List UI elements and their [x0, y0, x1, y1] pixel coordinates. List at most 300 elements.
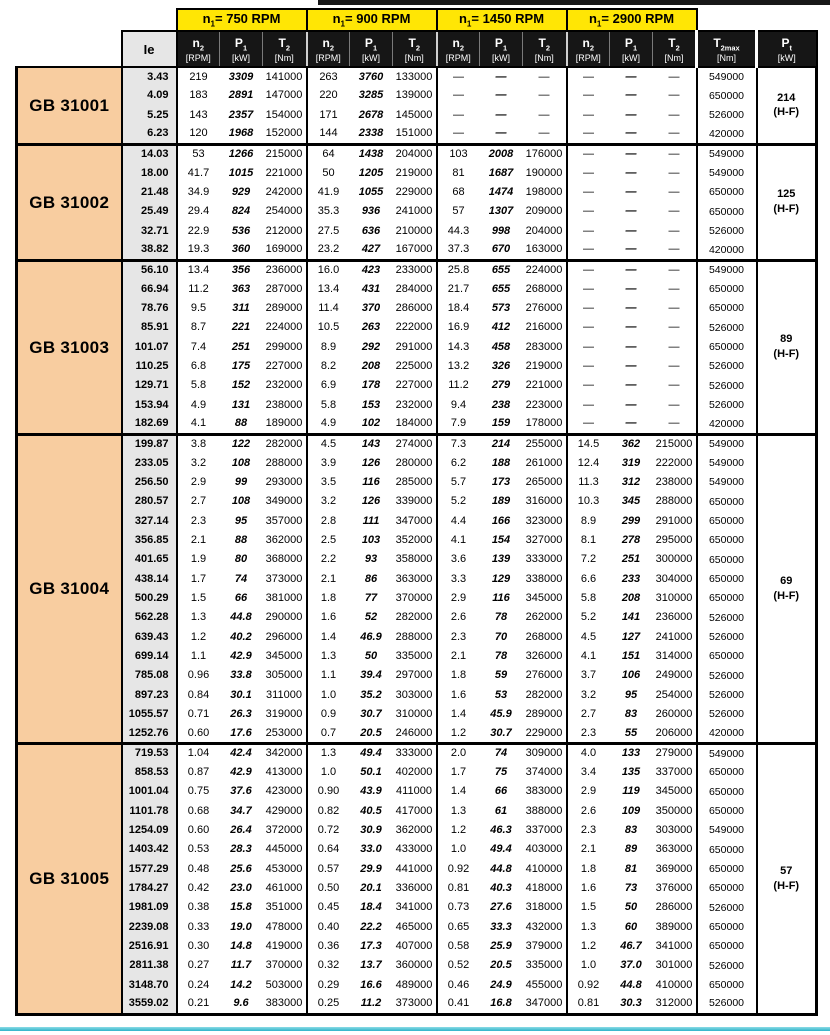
n2-cell: —: [567, 299, 610, 318]
p1-cell: 42.9: [220, 647, 263, 666]
gear-ratio-cell: 182.69: [122, 415, 177, 434]
n2-cell: 263: [307, 67, 350, 86]
p1-cell: 44.8: [610, 975, 653, 994]
n2-cell: 0.38: [177, 898, 220, 917]
p1-cell: 16.6: [350, 975, 393, 994]
n2-cell: 0.36: [307, 937, 350, 956]
n2-cell: 0.71: [177, 705, 220, 724]
p1-cell: 50: [610, 898, 653, 917]
n2-cell: 1.0: [567, 956, 610, 975]
n2-cell: 3.2: [177, 454, 220, 473]
p1-cell: 127: [610, 628, 653, 647]
n2-cell: 11.2: [437, 376, 480, 395]
n2-cell: 64: [307, 144, 350, 163]
t2-cell: 249000: [653, 666, 697, 685]
n2-cell: 2.1: [437, 647, 480, 666]
p1-cell: 49.4: [350, 743, 393, 762]
p1-cell: 26.3: [220, 705, 263, 724]
p1-cell: 188: [480, 454, 523, 473]
p1-cell: —: [610, 222, 653, 241]
t2-cell: 260000: [653, 705, 697, 724]
t2-cell: 295000: [653, 531, 697, 550]
t2-cell: 432000: [523, 917, 567, 936]
n2-cell: 0.92: [437, 859, 480, 878]
p1-cell: 9.6: [220, 995, 263, 1014]
gear-ratio-cell: 897.23: [122, 686, 177, 705]
n2-cell: 1.3: [307, 743, 350, 762]
p1-cell: 22.2: [350, 917, 393, 936]
t2-cell: 453000: [263, 859, 307, 878]
n2-cell: 171: [307, 106, 350, 125]
n2-cell: 11.2: [177, 280, 220, 299]
n2-cell: 0.45: [307, 898, 350, 917]
t2-cell: 204000: [523, 222, 567, 241]
gear-ratio-cell: 66.94: [122, 280, 177, 299]
n2-cell: 2.0: [437, 743, 480, 762]
n2-cell: 1.3: [177, 608, 220, 627]
t2-cell: 311000: [263, 686, 307, 705]
t2-cell: 305000: [263, 666, 307, 685]
n2-cell: 0.25: [307, 995, 350, 1014]
pt-rating-cell: [757, 144, 817, 260]
n2-cell: 1.4: [437, 705, 480, 724]
t2-cell: 198000: [523, 183, 567, 202]
n2-cell: 4.1: [567, 647, 610, 666]
p1-cell: 427: [350, 241, 393, 260]
n2-cell: 8.9: [307, 338, 350, 357]
t2-cell: 419000: [263, 937, 307, 956]
p1-cell: 88: [220, 415, 263, 434]
t2-cell: 238000: [263, 396, 307, 415]
t2-cell: —: [653, 106, 697, 125]
p1-cell: —: [610, 338, 653, 357]
n2-cell: 2.1: [567, 840, 610, 859]
n2-cell: 2.6: [567, 801, 610, 820]
t2-cell: 224000: [523, 260, 567, 279]
p1-cell: 2338: [350, 125, 393, 144]
n2-cell: 1.2: [567, 937, 610, 956]
n2-cell: 2.1: [177, 531, 220, 550]
t2-cell: 232000: [393, 396, 437, 415]
p1-cell: 824: [220, 202, 263, 221]
n2-cell: 1.8: [437, 666, 480, 685]
t2max-cell: 526000: [697, 318, 757, 337]
p1-cell: 106: [610, 666, 653, 685]
t2-cell: —: [523, 86, 567, 105]
p1-cell: 1205: [350, 164, 393, 183]
n2-cell: —: [567, 241, 610, 260]
p1-cell: 251: [610, 550, 653, 569]
n2-cell: —: [567, 415, 610, 434]
n2-cell: 0.46: [437, 975, 480, 994]
p1-cell: 178: [350, 376, 393, 395]
t2-cell: 347000: [523, 995, 567, 1014]
t2max-cell: 526000: [697, 686, 757, 705]
gear-ratio-cell: 233.05: [122, 454, 177, 473]
p1-cell: 14.2: [220, 975, 263, 994]
p1-cell: 30.1: [220, 686, 263, 705]
n2-cell: 1.5: [567, 898, 610, 917]
gear-ratio-cell: 1055.57: [122, 705, 177, 724]
gear-ratio-cell: 1252.76: [122, 724, 177, 743]
p1-cell: 108: [220, 454, 263, 473]
n2-cell: 0.60: [177, 821, 220, 840]
p1-cell: 27.6: [480, 898, 523, 917]
n2-cell: 1.7: [437, 763, 480, 782]
t2-cell: 337000: [523, 821, 567, 840]
t2-cell: 410000: [653, 975, 697, 994]
t2-cell: 318000: [523, 898, 567, 917]
model-label: GB 31003: [17, 260, 122, 434]
p1-cell: 44.8: [480, 859, 523, 878]
p1-cell: —: [610, 67, 653, 86]
t2-cell: 417000: [393, 801, 437, 820]
n2-cell: 29.4: [177, 202, 220, 221]
p1-cell: 360: [220, 241, 263, 260]
t2-cell: 229000: [393, 183, 437, 202]
p1-cell: 143: [350, 434, 393, 453]
t2-cell: 210000: [393, 222, 437, 241]
n2-cell: 11.3: [567, 473, 610, 492]
p1-cell: 998: [480, 222, 523, 241]
model-label: GB 31001: [17, 67, 122, 144]
n2-cell: 25.8: [437, 260, 480, 279]
n2-cell: 10.3: [567, 492, 610, 511]
t2-cell: 333000: [393, 743, 437, 762]
t2max-cell: 526000: [697, 396, 757, 415]
ratio-column-header: Ie: [122, 31, 177, 67]
p1-cell: 173: [480, 473, 523, 492]
n2-cell: 1.0: [437, 840, 480, 859]
speed-header-1450rpm: $n_1= 1450$ RPM: [437, 9, 567, 31]
t2-cell: 304000: [653, 570, 697, 589]
gear-ratings-table: [15, 8, 818, 1016]
t2-cell: 236000: [263, 260, 307, 279]
t2-cell: 219000: [523, 357, 567, 376]
p1-cell: 75: [480, 763, 523, 782]
t2-cell: 323000: [523, 512, 567, 531]
p1-cell: 175: [220, 357, 263, 376]
pt-note: (H-F): [773, 106, 800, 119]
gear-ratio-cell: 356.85: [122, 531, 177, 550]
n2-cell: 1.6: [437, 686, 480, 705]
n2-cell: 13.2: [437, 357, 480, 376]
t2max-column-header: $T_{2max}$ [Nm]: [697, 31, 757, 67]
t2-cell: 389000: [653, 917, 697, 936]
p1-cell: 311: [220, 299, 263, 318]
n2-cell: 0.81: [437, 879, 480, 898]
p1-cell: 655: [480, 280, 523, 299]
t2-cell: —: [653, 202, 697, 221]
t2-cell: 291000: [393, 338, 437, 357]
p1-cell: 30.3: [610, 995, 653, 1014]
t2-cell: 296000: [263, 628, 307, 647]
p1-column-header: $P_1$ [kW]: [610, 31, 653, 67]
t2-cell: 345000: [263, 647, 307, 666]
n2-cell: 0.84: [177, 686, 220, 705]
t2max-cell: 526000: [697, 608, 757, 627]
t2-cell: —: [653, 67, 697, 86]
p1-cell: 43.9: [350, 782, 393, 801]
t2-cell: 229000: [523, 724, 567, 743]
t2-cell: 403000: [523, 840, 567, 859]
gear-ratio-cell: 699.14: [122, 647, 177, 666]
header-spacer-left: [17, 9, 177, 31]
t2-cell: 503000: [263, 975, 307, 994]
n2-cell: 23.2: [307, 241, 350, 260]
n2-cell: 11.4: [307, 299, 350, 318]
t2max-cell: 526000: [697, 222, 757, 241]
n2-cell: 0.52: [437, 956, 480, 975]
n2-cell: 2.1: [307, 570, 350, 589]
p1-cell: —: [610, 164, 653, 183]
n2-cell: 4.9: [177, 396, 220, 415]
t2-cell: 465000: [393, 917, 437, 936]
p1-cell: 24.9: [480, 975, 523, 994]
p1-cell: 30.7: [480, 724, 523, 743]
t2max-cell: 526000: [697, 995, 757, 1014]
n2-cell: 0.68: [177, 801, 220, 820]
p1-cell: 89: [610, 840, 653, 859]
t2max-cell: 650000: [697, 782, 757, 801]
t2max-cell: 650000: [697, 763, 757, 782]
n2-cell: 0.72: [307, 821, 350, 840]
t2-cell: 312000: [653, 995, 697, 1014]
p1-cell: 214: [480, 434, 523, 453]
t2-cell: 276000: [523, 666, 567, 685]
t2-cell: —: [653, 280, 697, 299]
n2-cell: 0.58: [437, 937, 480, 956]
p1-cell: 3309: [220, 67, 263, 86]
p1-cell: 126: [350, 454, 393, 473]
gear-ratio-cell: 21.48: [122, 183, 177, 202]
gear-ratio-cell: 327.14: [122, 512, 177, 531]
gear-ratio-cell: 78.76: [122, 299, 177, 318]
t2-cell: 370000: [393, 589, 437, 608]
p1-cell: —: [610, 357, 653, 376]
n2-cell: 4.9: [307, 415, 350, 434]
n2-cell: 0.50: [307, 879, 350, 898]
p1-cell: 39.4: [350, 666, 393, 685]
t2-cell: 301000: [653, 956, 697, 975]
n2-column-header: $n_2$ [RPM]: [307, 31, 350, 67]
p1-cell: 159: [480, 415, 523, 434]
p1-cell: 326: [480, 357, 523, 376]
p1-cell: —: [480, 106, 523, 125]
t2-cell: 241000: [653, 628, 697, 647]
pt-rating-cell: [757, 260, 817, 434]
t2-cell: 152000: [263, 125, 307, 144]
n2-cell: 12.4: [567, 454, 610, 473]
t2-cell: 254000: [263, 202, 307, 221]
p1-column-header: $P_1$ [kW]: [350, 31, 393, 67]
t2max-cell: 650000: [697, 183, 757, 202]
p1-cell: —: [480, 125, 523, 144]
p1-cell: 77: [350, 589, 393, 608]
p1-cell: 103: [350, 531, 393, 550]
t2-cell: 319000: [263, 705, 307, 724]
t2-cell: 363000: [393, 570, 437, 589]
n2-cell: 219: [177, 67, 220, 86]
p1-cell: 30.7: [350, 705, 393, 724]
n2-cell: 0.32: [307, 956, 350, 975]
p1-cell: 2357: [220, 106, 263, 125]
t2max-cell: 526000: [697, 106, 757, 125]
t2-cell: 176000: [523, 144, 567, 163]
n2-cell: 5.7: [437, 473, 480, 492]
gear-ratio-cell: 129.71: [122, 376, 177, 395]
gear-ratio-cell: 85.91: [122, 318, 177, 337]
t2-cell: 262000: [523, 608, 567, 627]
t2max-cell: 526000: [697, 628, 757, 647]
n2-cell: 4.1: [177, 415, 220, 434]
p1-cell: 319: [610, 454, 653, 473]
t2-cell: 190000: [523, 164, 567, 183]
t2-cell: 286000: [653, 898, 697, 917]
t2-cell: 358000: [393, 550, 437, 569]
p1-cell: 153: [350, 396, 393, 415]
n2-cell: —: [567, 357, 610, 376]
p1-cell: 86: [350, 570, 393, 589]
p1-cell: 263: [350, 318, 393, 337]
n2-cell: 220: [307, 86, 350, 105]
n2-cell: —: [567, 125, 610, 144]
t2-cell: 283000: [523, 338, 567, 357]
n2-cell: —: [567, 202, 610, 221]
p1-cell: 95: [220, 512, 263, 531]
n2-cell: 6.8: [177, 357, 220, 376]
gear-ratio-cell: 1981.09: [122, 898, 177, 917]
n2-cell: 0.87: [177, 763, 220, 782]
t2-cell: 297000: [393, 666, 437, 685]
t2-cell: 336000: [393, 879, 437, 898]
n2-cell: 9.4: [437, 396, 480, 415]
p1-cell: 208: [350, 357, 393, 376]
t2-cell: 326000: [523, 647, 567, 666]
n2-cell: —: [567, 222, 610, 241]
t2-cell: 455000: [523, 975, 567, 994]
n2-cell: 0.57: [307, 859, 350, 878]
t2-cell: 209000: [523, 202, 567, 221]
t2-cell: 345000: [653, 782, 697, 801]
p1-cell: 1015: [220, 164, 263, 183]
p1-cell: 20.1: [350, 879, 393, 898]
n2-column-header: $n_2$ [RPM]: [567, 31, 610, 67]
n2-cell: 22.9: [177, 222, 220, 241]
t2-cell: 246000: [393, 724, 437, 743]
n2-cell: 7.2: [567, 550, 610, 569]
t2-cell: —: [653, 222, 697, 241]
p1-cell: 42.9: [220, 763, 263, 782]
t2max-cell: 549000: [697, 473, 757, 492]
t2-cell: 388000: [523, 801, 567, 820]
gear-ratio-cell: 500.29: [122, 589, 177, 608]
t2-cell: 402000: [393, 763, 437, 782]
t2-cell: 407000: [393, 937, 437, 956]
p1-cell: —: [610, 125, 653, 144]
gear-ratio-cell: 32.71: [122, 222, 177, 241]
t2max-cell: 650000: [697, 589, 757, 608]
n2-cell: 0.81: [567, 995, 610, 1014]
gear-ratio-cell: 101.07: [122, 338, 177, 357]
t2max-cell: 650000: [697, 801, 757, 820]
p1-cell: 70: [480, 628, 523, 647]
t2max-cell: 549000: [697, 434, 757, 453]
t2-cell: 276000: [523, 299, 567, 318]
t2max-cell: 549000: [697, 454, 757, 473]
t2-cell: 423000: [263, 782, 307, 801]
t2-cell: 238000: [653, 473, 697, 492]
n2-cell: 1.1: [307, 666, 350, 685]
n2-cell: 1.8: [567, 859, 610, 878]
p1-cell: 189: [480, 492, 523, 511]
p1-cell: 122: [220, 434, 263, 453]
p1-cell: 139: [480, 550, 523, 569]
n2-cell: —: [567, 106, 610, 125]
p1-cell: 1307: [480, 202, 523, 221]
p1-cell: 670: [480, 241, 523, 260]
gear-ratio-cell: 3148.70: [122, 975, 177, 994]
n2-cell: 1.4: [437, 782, 480, 801]
t2-column-header: $T_2$ [Nm]: [393, 31, 437, 67]
n2-cell: 5.2: [567, 608, 610, 627]
t2max-cell: 650000: [697, 570, 757, 589]
speed-header-2900rpm: $n_1= 2900$ RPM: [567, 9, 697, 31]
gear-ratio-cell: 38.82: [122, 241, 177, 260]
page-top-rule: [318, 0, 830, 5]
n2-cell: 3.2: [307, 492, 350, 511]
t2-cell: 300000: [653, 550, 697, 569]
t2-cell: 189000: [263, 415, 307, 434]
gear-ratio-cell: 562.28: [122, 608, 177, 627]
p1-cell: 116: [350, 473, 393, 492]
t2-cell: 362000: [263, 531, 307, 550]
n2-cell: 1.2: [437, 724, 480, 743]
t2-cell: 351000: [263, 898, 307, 917]
gear-ratio-cell: 1001.04: [122, 782, 177, 801]
n2-cell: 5.8: [177, 376, 220, 395]
t2-cell: 347000: [393, 512, 437, 531]
t2-cell: 233000: [393, 260, 437, 279]
gear-ratio-cell: 199.87: [122, 434, 177, 453]
p1-cell: 34.7: [220, 801, 263, 820]
p1-cell: 15.8: [220, 898, 263, 917]
n2-cell: 2.3: [437, 628, 480, 647]
p1-cell: 49.4: [480, 840, 523, 859]
t2max-cell: 650000: [697, 879, 757, 898]
p1-cell: 59: [480, 666, 523, 685]
n2-cell: —: [567, 67, 610, 86]
p1-cell: 66: [220, 589, 263, 608]
p1-cell: —: [610, 318, 653, 337]
t2-cell: 221000: [523, 376, 567, 395]
n2-cell: 14.5: [567, 434, 610, 453]
n2-cell: 27.5: [307, 222, 350, 241]
t2-cell: 383000: [263, 995, 307, 1014]
n2-column-header: $n_2$ [RPM]: [437, 31, 480, 67]
n2-cell: 0.42: [177, 879, 220, 898]
t2-cell: —: [653, 357, 697, 376]
p1-cell: 126: [350, 492, 393, 511]
t2max-cell: 650000: [697, 86, 757, 105]
t2-cell: —: [523, 125, 567, 144]
n2-cell: 1.3: [567, 917, 610, 936]
n2-cell: —: [567, 318, 610, 337]
n2-cell: 0.82: [307, 801, 350, 820]
gear-ratio-cell: 6.23: [122, 125, 177, 144]
model-label: GB 31002: [17, 144, 122, 260]
p1-cell: 655: [480, 260, 523, 279]
